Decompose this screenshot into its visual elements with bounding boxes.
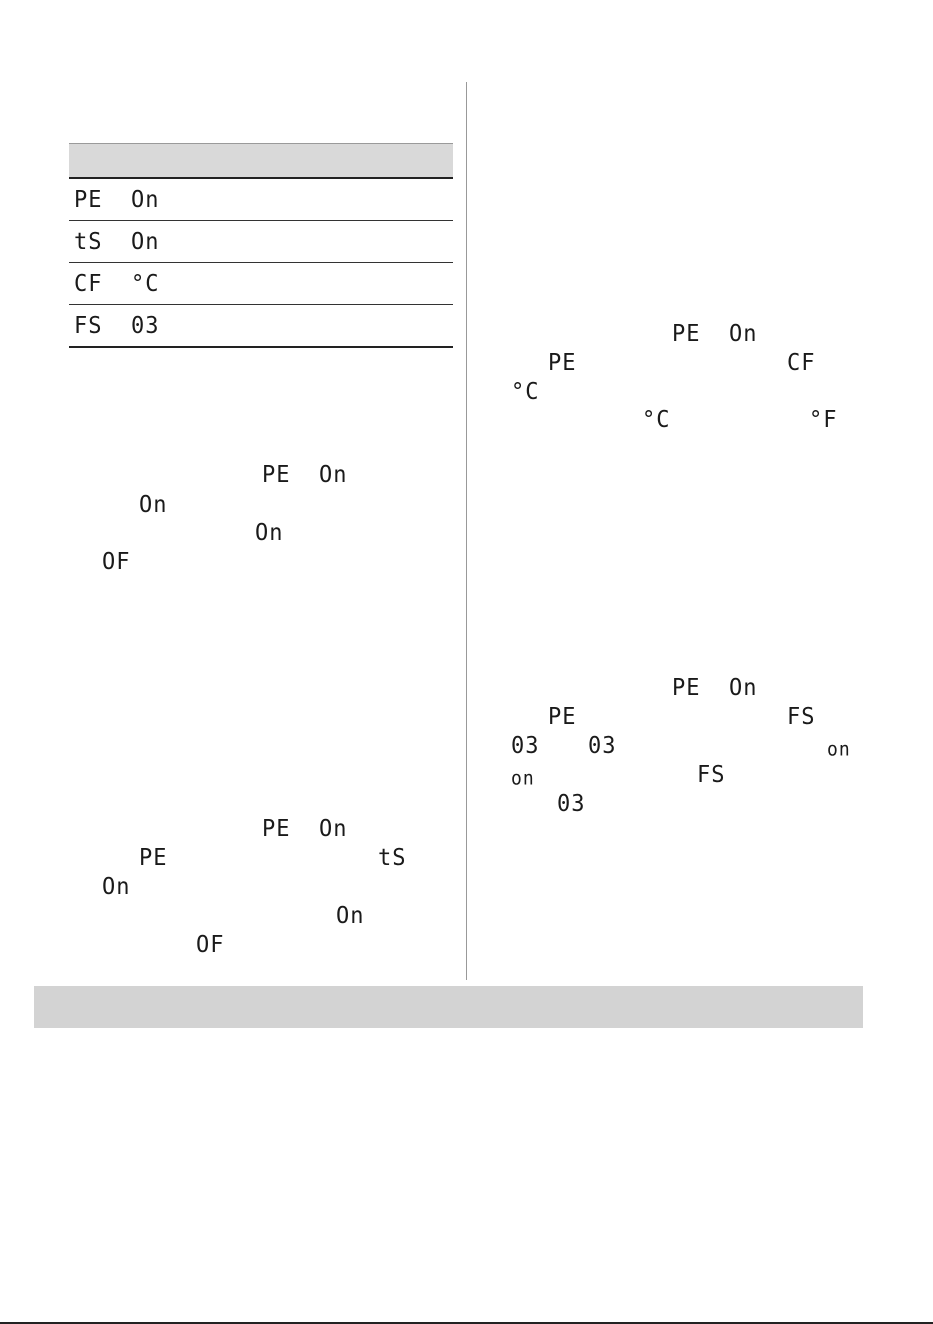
display-code-pe-on: PE On — [262, 815, 348, 843]
display-code-on: on — [827, 738, 851, 761]
display-code: PE On — [74, 186, 160, 214]
display-code-fs: FS — [787, 703, 816, 731]
display-code-on: On — [255, 519, 284, 547]
table-row — [69, 305, 453, 348]
display-code-pe-on: PE On — [672, 674, 758, 702]
display-code-03: 03 — [511, 732, 540, 760]
display-code-on: On — [102, 873, 131, 901]
display-code-fs: FS — [697, 761, 726, 789]
display-code-of: OF — [196, 931, 225, 959]
table-row — [69, 221, 453, 263]
display-code-on: on — [511, 767, 535, 790]
display-code-pe: PE — [548, 349, 577, 377]
display-code-03: 03 — [557, 790, 586, 818]
table-row — [69, 179, 453, 221]
display-code-cf: CF — [787, 349, 816, 377]
footer-bar — [34, 986, 863, 1028]
display-code-of: OF — [102, 548, 131, 576]
display-code-03: 03 — [588, 732, 617, 760]
display-code-pe: PE — [139, 844, 168, 872]
display-code-pe: PE — [548, 703, 577, 731]
display-code: FS 03 — [74, 312, 160, 340]
display-code: tS On — [74, 228, 160, 256]
table-header — [69, 143, 453, 179]
display-code-on: On — [139, 491, 168, 519]
display-code-c: °C — [642, 406, 671, 434]
table-row — [69, 263, 453, 305]
settings-table — [69, 143, 453, 348]
display-code-ts: tS — [378, 844, 407, 872]
display-code: CF °C — [74, 270, 160, 298]
display-code-c: °C — [511, 378, 540, 406]
display-code-pe-on: PE On — [262, 461, 348, 489]
display-code-f: °F — [809, 406, 838, 434]
display-code-on: On — [336, 902, 365, 930]
column-divider — [466, 82, 467, 980]
display-code-pe-on: PE On — [672, 320, 758, 348]
